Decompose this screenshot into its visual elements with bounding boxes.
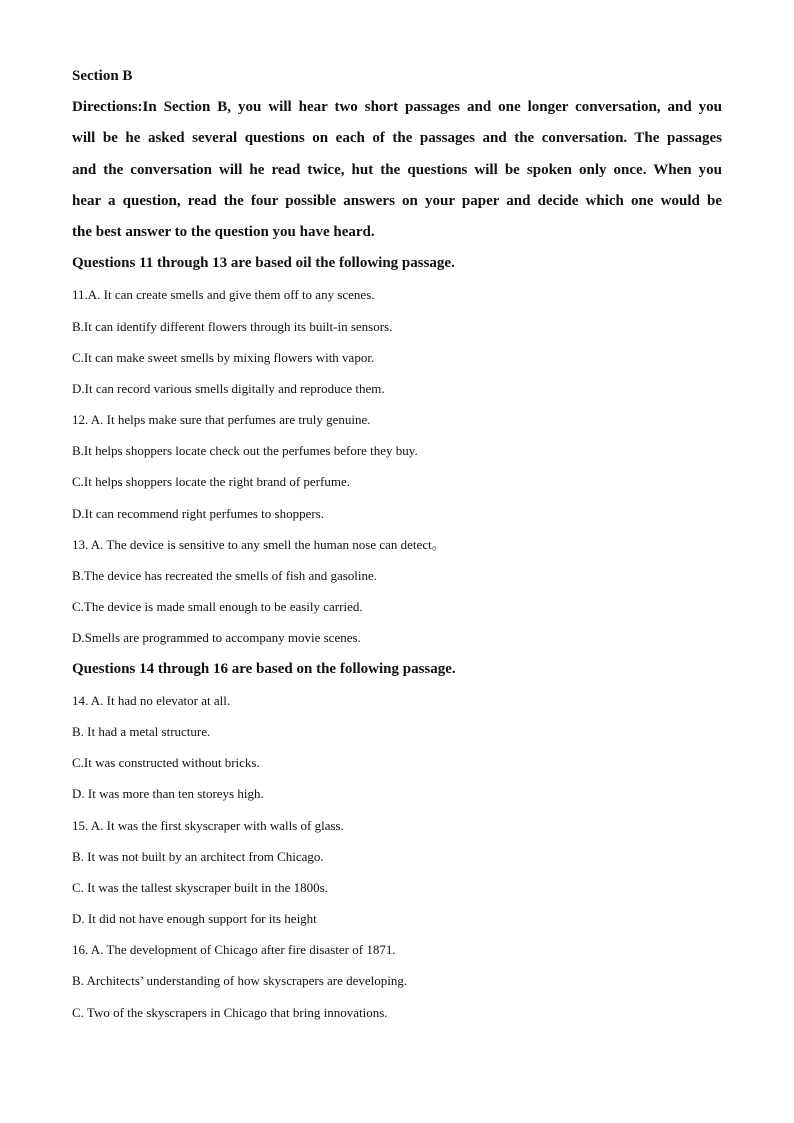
section-title: Section B	[72, 68, 133, 84]
directions-line: Directions:In Section B, you will hear two short passages and one longer conversation, and you	[72, 99, 722, 116]
option-13-a: 13. A. The device is sensitive to any smell the human nose can detect。	[72, 536, 445, 552]
document-page	[72, 64, 722, 1031]
option-16-a: 16. A. The development of Chicago after fire disaster of 1871.	[72, 942, 396, 958]
option-13-c: C.The device is made small enough to be easily carried.	[72, 599, 363, 615]
option-11-a: 11.A. It can create smells and give them off to any scenes.	[72, 287, 375, 303]
option-13-b: B.The device has recreated the smells of fish and gasoline.	[72, 568, 378, 583]
question-block-11-13	[72, 251, 722, 656]
option-11-c: C.It can make sweet smells by mixing flowers with vapor.	[72, 349, 375, 365]
option-14-c: C.It was constructed without bricks.	[72, 755, 260, 771]
block-heading: Questions 11 through 13 are based oil the following passage.	[72, 255, 455, 272]
option-15-d: D. It did not have enough support for its height	[72, 911, 317, 927]
directions-line: and the conversation will he read twice, hut the questions will be spoken only once. When you	[72, 161, 722, 178]
directions-line: hear a question, read the four possible answers on your paper and decide which one would be	[72, 192, 722, 209]
option-12-a: 12. A. It helps make sure that perfumes are truly genuine.	[72, 412, 371, 428]
option-12-d: D.It can recommend right perfumes to shoppers.	[72, 505, 324, 521]
directions	[72, 95, 722, 251]
block-heading: Questions 14 through 16 are based on the following passage.	[72, 660, 456, 677]
option-15-a: 15. A. It was the first skyscraper with walls of glass.	[72, 817, 344, 833]
option-13-d: D.Smells are programmed to accompany movie scenes.	[72, 630, 361, 646]
directions-line: the best answer to the question you have heard.	[72, 223, 375, 240]
option-16-c: C. Two of the skyscrapers in Chicago that bring innovations.	[72, 1004, 388, 1020]
directions-line: will be he asked several questions on each of the passages and the conversation. The passages	[72, 130, 722, 147]
option-14-b: B. It had a metal structure.	[72, 723, 211, 739]
option-12-c: C.It helps shoppers locate the right brand of perfume.	[72, 474, 350, 490]
option-15-c: C. It was the tallest skyscraper built in the 1800s.	[72, 879, 328, 895]
option-16-b: B. Architects’ understanding of how skyscrapers are developing.	[72, 973, 408, 989]
question-block-14-16	[72, 657, 722, 1031]
option-11-b: B.It can identify different flowers through its built-in sensors.	[72, 318, 393, 334]
option-15-b: B. It was not built by an architect from Chicago.	[72, 848, 324, 864]
option-11-d: D.It can record various smells digitally and reproduce them.	[72, 380, 385, 396]
option-14-d: D. It was more than ten storeys high.	[72, 786, 264, 802]
option-14-a: 14. A. It had no elevator at all.	[72, 692, 231, 708]
option-12-b: B.It helps shoppers locate check out the perfumes before they buy.	[72, 443, 418, 459]
